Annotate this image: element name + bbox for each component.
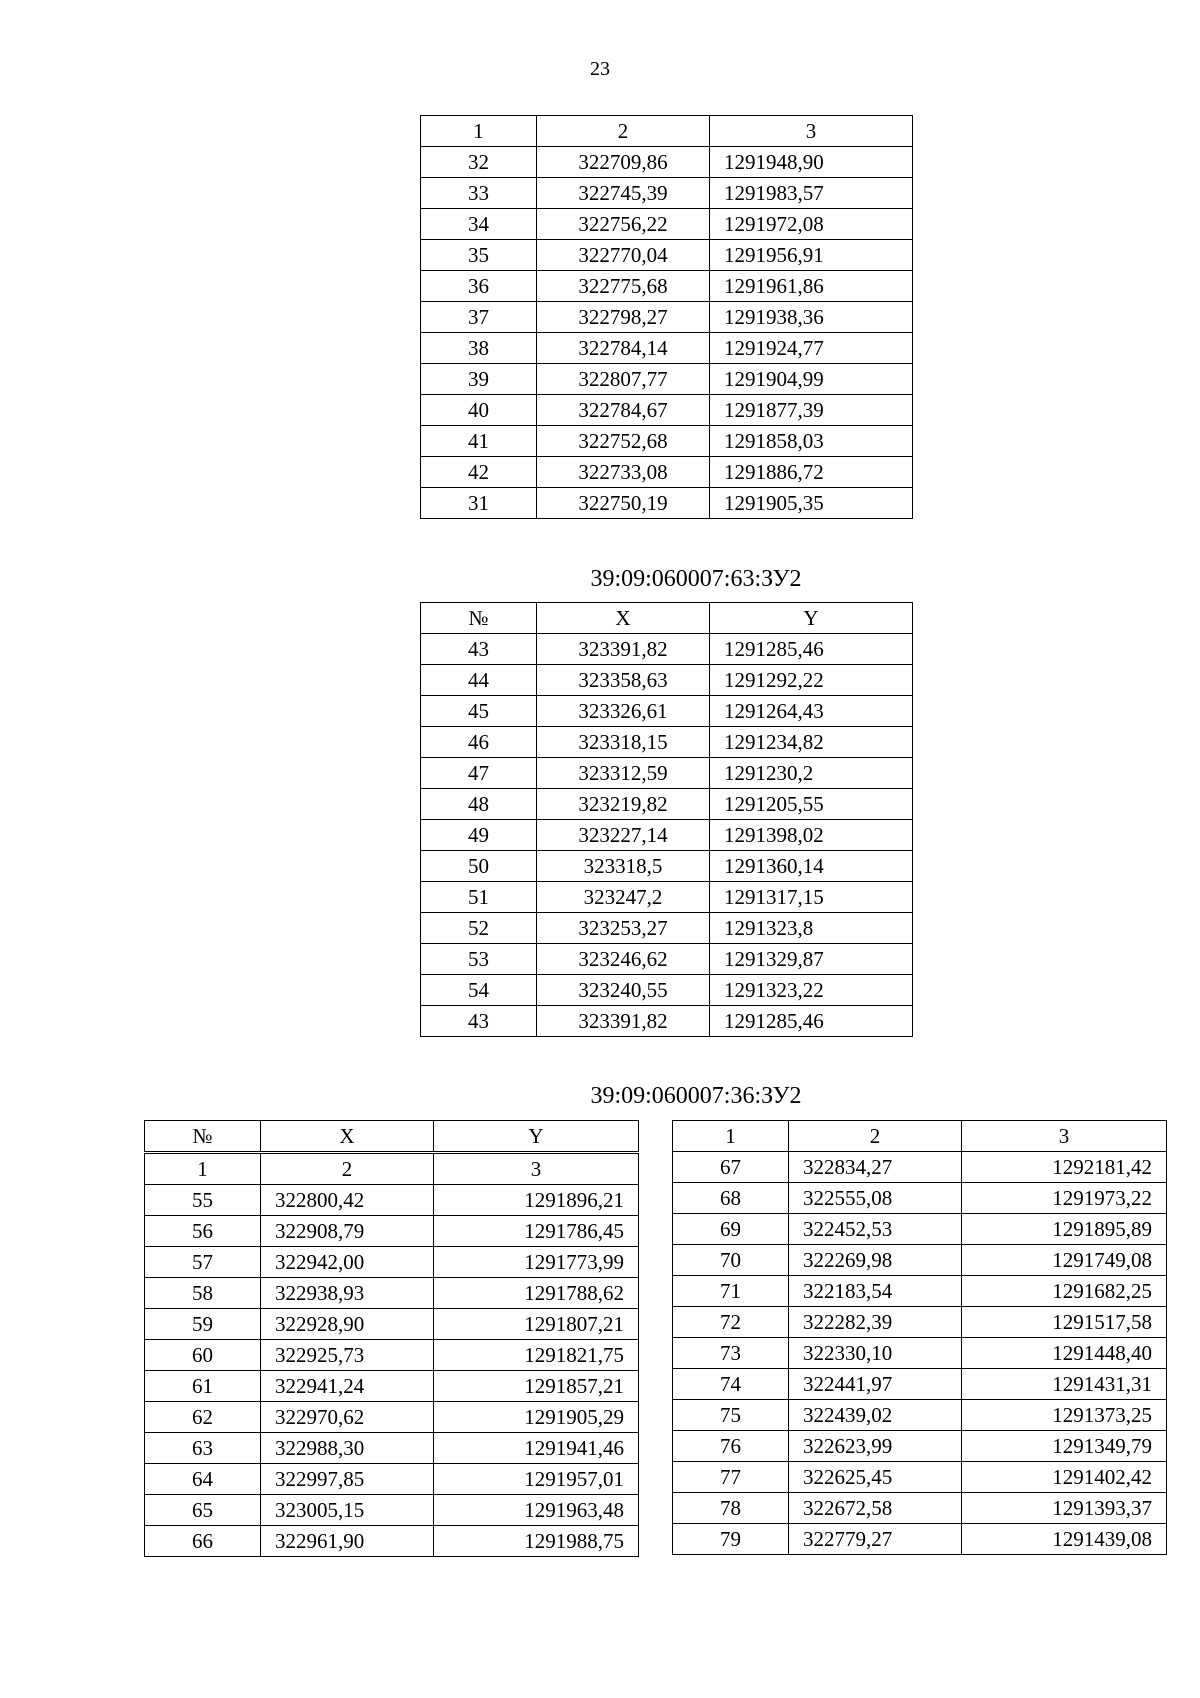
table-row xyxy=(421,975,913,1006)
point-number-cell: 57 xyxy=(145,1247,261,1278)
subheader-cell: 1 xyxy=(145,1153,261,1185)
table-row xyxy=(145,1402,639,1433)
x-coordinate-cell: 322282,39 xyxy=(789,1307,962,1338)
coordinates-table-36-zu2-right xyxy=(672,1120,1167,1555)
x-coordinate-cell: 323246,62 xyxy=(537,944,710,975)
x-coordinate-cell: 322183,54 xyxy=(789,1276,962,1307)
point-number-cell: 69 xyxy=(673,1214,789,1245)
x-coordinate-cell: 323240,55 xyxy=(537,975,710,1006)
y-coordinate-cell: 1292181,42 xyxy=(962,1152,1167,1183)
coordinates-table-36-zu2-left xyxy=(144,1120,639,1557)
y-coordinate-cell: 1291323,8 xyxy=(710,913,913,944)
point-number-cell: 37 xyxy=(421,302,537,333)
y-coordinate-cell: 1291517,58 xyxy=(962,1307,1167,1338)
point-number-cell: 33 xyxy=(421,178,537,209)
table-row xyxy=(673,1462,1167,1493)
table-subheader-row xyxy=(145,1153,639,1185)
table-row xyxy=(421,333,913,364)
y-coordinate-cell: 1291961,86 xyxy=(710,271,913,302)
y-coordinate-cell: 1291788,62 xyxy=(434,1278,639,1309)
x-coordinate-cell: 322928,90 xyxy=(261,1309,434,1340)
x-coordinate-cell: 323358,63 xyxy=(537,665,710,696)
y-coordinate-cell: 1291877,39 xyxy=(710,395,913,426)
table-row xyxy=(673,1338,1167,1369)
coordinates-table-1 xyxy=(420,115,913,519)
x-coordinate-cell: 322330,10 xyxy=(789,1338,962,1369)
y-coordinate-cell: 1291264,43 xyxy=(710,696,913,727)
table-row xyxy=(673,1369,1167,1400)
y-coordinate-cell: 1291963,48 xyxy=(434,1495,639,1526)
point-number-cell: 35 xyxy=(421,240,537,271)
point-number-cell: 67 xyxy=(673,1152,789,1183)
point-number-cell: 79 xyxy=(673,1524,789,1555)
table-row xyxy=(673,1183,1167,1214)
x-coordinate-cell: 323318,15 xyxy=(537,727,710,758)
point-number-cell: 47 xyxy=(421,758,537,789)
x-coordinate-cell: 322709,86 xyxy=(537,147,710,178)
point-number-cell: 43 xyxy=(421,1006,537,1037)
y-coordinate-cell: 1291857,21 xyxy=(434,1371,639,1402)
y-coordinate-cell: 1291957,01 xyxy=(434,1464,639,1495)
x-coordinate-cell: 322942,00 xyxy=(261,1247,434,1278)
table-row xyxy=(673,1214,1167,1245)
x-coordinate-cell: 323326,61 xyxy=(537,696,710,727)
point-number-cell: 75 xyxy=(673,1400,789,1431)
y-coordinate-cell: 1291896,21 xyxy=(434,1185,639,1216)
header-cell: Y xyxy=(710,603,913,634)
point-number-cell: 36 xyxy=(421,271,537,302)
table-row xyxy=(421,457,913,488)
y-coordinate-cell: 1291983,57 xyxy=(710,178,913,209)
point-number-cell: 65 xyxy=(145,1495,261,1526)
table-row xyxy=(421,364,913,395)
point-number-cell: 55 xyxy=(145,1185,261,1216)
table-row xyxy=(421,488,913,519)
table-row xyxy=(421,147,913,178)
point-number-cell: 42 xyxy=(421,457,537,488)
table-row xyxy=(421,395,913,426)
table-row xyxy=(145,1340,639,1371)
x-coordinate-cell: 322997,85 xyxy=(261,1464,434,1495)
x-coordinate-cell: 323005,15 xyxy=(261,1495,434,1526)
y-coordinate-cell: 1291938,36 xyxy=(710,302,913,333)
point-number-cell: 40 xyxy=(421,395,537,426)
point-number-cell: 74 xyxy=(673,1369,789,1400)
table-header-row xyxy=(673,1121,1167,1152)
header-cell: № xyxy=(145,1121,261,1153)
table-row xyxy=(421,913,913,944)
x-coordinate-cell: 322938,93 xyxy=(261,1278,434,1309)
table-row xyxy=(421,178,913,209)
y-coordinate-cell: 1291988,75 xyxy=(434,1526,639,1557)
x-coordinate-cell: 322439,02 xyxy=(789,1400,962,1431)
y-coordinate-cell: 1291285,46 xyxy=(710,634,913,665)
point-number-cell: 59 xyxy=(145,1309,261,1340)
y-coordinate-cell: 1291886,72 xyxy=(710,457,913,488)
y-coordinate-cell: 1291749,08 xyxy=(962,1245,1167,1276)
table-header-row xyxy=(145,1121,639,1153)
header-cell: 3 xyxy=(710,116,913,147)
y-coordinate-cell: 1291773,99 xyxy=(434,1247,639,1278)
x-coordinate-cell: 322555,08 xyxy=(789,1183,962,1214)
y-coordinate-cell: 1291941,46 xyxy=(434,1433,639,1464)
y-coordinate-cell: 1291448,40 xyxy=(962,1338,1167,1369)
point-number-cell: 39 xyxy=(421,364,537,395)
x-coordinate-cell: 322623,99 xyxy=(789,1431,962,1462)
table-row xyxy=(145,1371,639,1402)
x-coordinate-cell: 322750,19 xyxy=(537,488,710,519)
table-row xyxy=(421,944,913,975)
x-coordinate-cell: 323391,82 xyxy=(537,634,710,665)
table-row xyxy=(673,1493,1167,1524)
table-row xyxy=(145,1526,639,1557)
y-coordinate-cell: 1291234,82 xyxy=(710,727,913,758)
coordinates-table-63-zu2 xyxy=(420,602,913,1037)
table-row xyxy=(421,665,913,696)
y-coordinate-cell: 1291329,87 xyxy=(710,944,913,975)
y-coordinate-cell: 1291972,08 xyxy=(710,209,913,240)
point-number-cell: 50 xyxy=(421,851,537,882)
x-coordinate-cell: 322784,67 xyxy=(537,395,710,426)
x-coordinate-cell: 322988,30 xyxy=(261,1433,434,1464)
table-row xyxy=(421,789,913,820)
y-coordinate-cell: 1291821,75 xyxy=(434,1340,639,1371)
table-row xyxy=(421,240,913,271)
point-number-cell: 58 xyxy=(145,1278,261,1309)
table-row xyxy=(421,882,913,913)
point-number-cell: 56 xyxy=(145,1216,261,1247)
point-number-cell: 54 xyxy=(421,975,537,1006)
subheader-cell: 3 xyxy=(434,1153,639,1185)
y-coordinate-cell: 1291205,55 xyxy=(710,789,913,820)
table-row xyxy=(145,1216,639,1247)
header-cell: X xyxy=(537,603,710,634)
x-coordinate-cell: 323247,2 xyxy=(537,882,710,913)
x-coordinate-cell: 322745,39 xyxy=(537,178,710,209)
y-coordinate-cell: 1291895,89 xyxy=(962,1214,1167,1245)
table-row xyxy=(421,634,913,665)
x-coordinate-cell: 322269,98 xyxy=(789,1245,962,1276)
point-number-cell: 38 xyxy=(421,333,537,364)
table-row xyxy=(421,758,913,789)
point-number-cell: 53 xyxy=(421,944,537,975)
point-number-cell: 52 xyxy=(421,913,537,944)
x-coordinate-cell: 322908,79 xyxy=(261,1216,434,1247)
x-coordinate-cell: 322672,58 xyxy=(789,1493,962,1524)
table-row xyxy=(421,851,913,882)
point-number-cell: 49 xyxy=(421,820,537,851)
y-coordinate-cell: 1291398,02 xyxy=(710,820,913,851)
x-coordinate-cell: 322941,24 xyxy=(261,1371,434,1402)
y-coordinate-cell: 1291904,99 xyxy=(710,364,913,395)
y-coordinate-cell: 1291956,91 xyxy=(710,240,913,271)
table-row xyxy=(421,302,913,333)
table-row xyxy=(145,1464,639,1495)
table-row xyxy=(673,1431,1167,1462)
x-coordinate-cell: 322756,22 xyxy=(537,209,710,240)
x-coordinate-cell: 323391,82 xyxy=(537,1006,710,1037)
x-coordinate-cell: 322807,77 xyxy=(537,364,710,395)
y-coordinate-cell: 1291323,22 xyxy=(710,975,913,1006)
y-coordinate-cell: 1291905,29 xyxy=(434,1402,639,1433)
point-number-cell: 78 xyxy=(673,1493,789,1524)
x-coordinate-cell: 322800,42 xyxy=(261,1185,434,1216)
y-coordinate-cell: 1291786,45 xyxy=(434,1216,639,1247)
y-coordinate-cell: 1291431,31 xyxy=(962,1369,1167,1400)
point-number-cell: 62 xyxy=(145,1402,261,1433)
y-coordinate-cell: 1291905,35 xyxy=(710,488,913,519)
table-row xyxy=(145,1247,639,1278)
x-coordinate-cell: 322970,62 xyxy=(261,1402,434,1433)
parcel-caption-63: 39:09:060007:63:ЗУ2 xyxy=(590,566,802,592)
y-coordinate-cell: 1291402,42 xyxy=(962,1462,1167,1493)
header-cell: 1 xyxy=(421,116,537,147)
point-number-cell: 32 xyxy=(421,147,537,178)
point-number-cell: 44 xyxy=(421,665,537,696)
table-row xyxy=(145,1433,639,1464)
table-row xyxy=(673,1400,1167,1431)
x-coordinate-cell: 322961,90 xyxy=(261,1526,434,1557)
y-coordinate-cell: 1291393,37 xyxy=(962,1493,1167,1524)
y-coordinate-cell: 1291373,25 xyxy=(962,1400,1167,1431)
x-coordinate-cell: 322798,27 xyxy=(537,302,710,333)
y-coordinate-cell: 1291682,25 xyxy=(962,1276,1167,1307)
point-number-cell: 70 xyxy=(673,1245,789,1276)
x-coordinate-cell: 323219,82 xyxy=(537,789,710,820)
y-coordinate-cell: 1291292,22 xyxy=(710,665,913,696)
table-row xyxy=(421,271,913,302)
point-number-cell: 46 xyxy=(421,727,537,758)
x-coordinate-cell: 322625,45 xyxy=(789,1462,962,1493)
point-number-cell: 73 xyxy=(673,1338,789,1369)
point-number-cell: 41 xyxy=(421,426,537,457)
table-row xyxy=(673,1307,1167,1338)
table-row xyxy=(421,209,913,240)
table-header-row xyxy=(421,116,913,147)
y-coordinate-cell: 1291924,77 xyxy=(710,333,913,364)
x-coordinate-cell: 323253,27 xyxy=(537,913,710,944)
table-row xyxy=(145,1185,639,1216)
table-row xyxy=(421,820,913,851)
y-coordinate-cell: 1291230,2 xyxy=(710,758,913,789)
parcel-caption-36: 39:09:060007:36:ЗУ2 xyxy=(590,1083,802,1109)
x-coordinate-cell: 322925,73 xyxy=(261,1340,434,1371)
y-coordinate-cell: 1291360,14 xyxy=(710,851,913,882)
table-row xyxy=(421,426,913,457)
point-number-cell: 63 xyxy=(145,1433,261,1464)
x-coordinate-cell: 323312,59 xyxy=(537,758,710,789)
x-coordinate-cell: 322452,53 xyxy=(789,1214,962,1245)
header-cell: 2 xyxy=(537,116,710,147)
x-coordinate-cell: 323227,14 xyxy=(537,820,710,851)
point-number-cell: 64 xyxy=(145,1464,261,1495)
table-header-row xyxy=(421,603,913,634)
table-row xyxy=(421,696,913,727)
table-row xyxy=(673,1245,1167,1276)
y-coordinate-cell: 1291285,46 xyxy=(710,1006,913,1037)
point-number-cell: 68 xyxy=(673,1183,789,1214)
y-coordinate-cell: 1291948,90 xyxy=(710,147,913,178)
table-row xyxy=(145,1278,639,1309)
point-number-cell: 48 xyxy=(421,789,537,820)
x-coordinate-cell: 322775,68 xyxy=(537,271,710,302)
subheader-cell: 2 xyxy=(261,1153,434,1185)
x-coordinate-cell: 323318,5 xyxy=(537,851,710,882)
header-cell: № xyxy=(421,603,537,634)
header-cell: Y xyxy=(434,1121,639,1153)
y-coordinate-cell: 1291973,22 xyxy=(962,1183,1167,1214)
x-coordinate-cell: 322752,68 xyxy=(537,426,710,457)
table-row xyxy=(673,1152,1167,1183)
table-row xyxy=(673,1524,1167,1555)
point-number-cell: 34 xyxy=(421,209,537,240)
x-coordinate-cell: 322770,04 xyxy=(537,240,710,271)
y-coordinate-cell: 1291807,21 xyxy=(434,1309,639,1340)
y-coordinate-cell: 1291439,08 xyxy=(962,1524,1167,1555)
point-number-cell: 61 xyxy=(145,1371,261,1402)
point-number-cell: 45 xyxy=(421,696,537,727)
x-coordinate-cell: 322733,08 xyxy=(537,457,710,488)
x-coordinate-cell: 322784,14 xyxy=(537,333,710,364)
point-number-cell: 66 xyxy=(145,1526,261,1557)
table-row xyxy=(673,1276,1167,1307)
page-number: 23 xyxy=(590,58,610,80)
table-row xyxy=(145,1495,639,1526)
header-cell: X xyxy=(261,1121,434,1153)
x-coordinate-cell: 322441,97 xyxy=(789,1369,962,1400)
header-cell: 3 xyxy=(962,1121,1167,1152)
point-number-cell: 71 xyxy=(673,1276,789,1307)
table-row xyxy=(421,1006,913,1037)
x-coordinate-cell: 322779,27 xyxy=(789,1524,962,1555)
header-cell: 2 xyxy=(789,1121,962,1152)
point-number-cell: 72 xyxy=(673,1307,789,1338)
header-cell: 1 xyxy=(673,1121,789,1152)
table-row xyxy=(421,727,913,758)
point-number-cell: 43 xyxy=(421,634,537,665)
y-coordinate-cell: 1291349,79 xyxy=(962,1431,1167,1462)
x-coordinate-cell: 322834,27 xyxy=(789,1152,962,1183)
table-row xyxy=(145,1309,639,1340)
point-number-cell: 76 xyxy=(673,1431,789,1462)
point-number-cell: 77 xyxy=(673,1462,789,1493)
point-number-cell: 31 xyxy=(421,488,537,519)
y-coordinate-cell: 1291317,15 xyxy=(710,882,913,913)
y-coordinate-cell: 1291858,03 xyxy=(710,426,913,457)
point-number-cell: 51 xyxy=(421,882,537,913)
point-number-cell: 60 xyxy=(145,1340,261,1371)
